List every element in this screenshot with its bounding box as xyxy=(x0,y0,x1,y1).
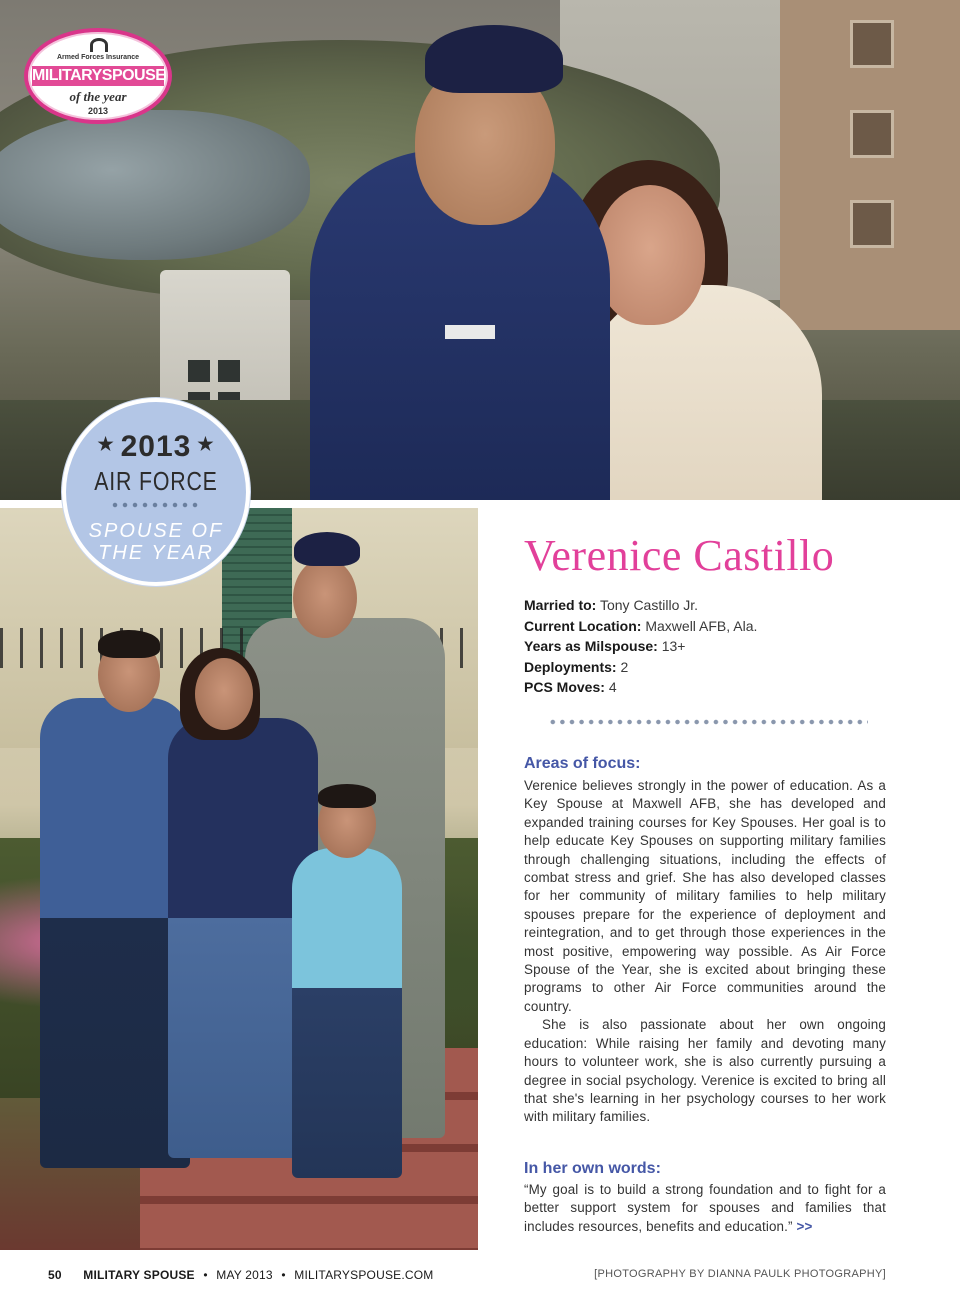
fact-row: Married to: Tony Castillo Jr. xyxy=(524,597,699,613)
fact-row: Deployments: 2 xyxy=(524,658,629,675)
jet-nose xyxy=(0,110,310,260)
focus-heading: Areas of focus: xyxy=(524,755,641,772)
badge-divider xyxy=(110,500,202,510)
logo-subtitle: of the year xyxy=(69,89,127,104)
quote-text: “My goal is to build a strong foundation and to fight for a better support system for spouses and families that includes resources, benefits and education.” xyxy=(524,1182,886,1234)
airman-nametag xyxy=(445,325,495,339)
family-photo xyxy=(0,508,478,1250)
star-icon: ★ xyxy=(97,434,115,454)
photo-credit: [PHOTOGRAPHY BY DIANNA PAULK PHOTOGRAPHY] xyxy=(594,1268,886,1280)
woman-face xyxy=(595,185,705,325)
hero-building xyxy=(780,0,960,330)
award-year: ★ 2013 ★ xyxy=(97,430,215,463)
eagle-icon xyxy=(90,38,108,52)
quote-body xyxy=(524,1181,886,1236)
logo-sponsor: Armed Forces Insurance xyxy=(56,54,140,61)
air-force-award-badge xyxy=(62,398,250,586)
father-face xyxy=(293,558,357,638)
profile-name: Verenice Castillo xyxy=(524,531,835,580)
star-icon: ★ xyxy=(197,434,215,454)
airman-beret xyxy=(425,25,563,93)
award-title: SPOUSE OF THE YEAR xyxy=(88,520,224,564)
younger-son-hair xyxy=(318,784,376,808)
footer-separator: • xyxy=(203,1268,208,1282)
award-branch: AIR FORCE xyxy=(94,466,218,496)
woman-figure xyxy=(582,285,822,500)
spouse-of-year-logo xyxy=(24,28,172,124)
older-son-hair xyxy=(98,630,160,658)
younger-son-figure xyxy=(292,848,402,1178)
issue-date: MAY 2013 xyxy=(216,1268,273,1282)
continue-arrow: >> xyxy=(796,1218,813,1234)
page-number: 50 xyxy=(48,1268,62,1282)
fact-row: PCS Moves: 4 xyxy=(524,679,617,695)
dotted-divider xyxy=(548,718,868,726)
footer-separator: • xyxy=(281,1268,286,1282)
profile-facts xyxy=(524,595,904,698)
website: MILITARYSPOUSE.COM xyxy=(294,1268,434,1282)
focus-paragraph-2: She is also passionate about her own ongoing education: While raising her family and devoting many hours to volunteer work, she is also currently pursuing a degree in social psychology. Verenice is excited to bring all that she's learning in her psychology courses to her work with military families. xyxy=(524,1017,886,1125)
fact-row: Years as Milspouse: 13+ xyxy=(524,638,686,654)
mother-face xyxy=(195,658,253,730)
fact-row: Current Location: Maxwell AFB, Ala. xyxy=(524,617,758,634)
logo-year: 2013 xyxy=(87,106,109,116)
quote-heading: In her own words: xyxy=(524,1160,661,1177)
focus-body xyxy=(524,777,886,1127)
page-footer xyxy=(48,1268,433,1282)
logo-title: MILITARYSPOUSE xyxy=(32,67,166,84)
focus-paragraph-1: Verenice believes strongly in the power of education. As a Key Spouse at Maxwell AFB, she has developed and expanded training courses for Key Spouses. Her goal is to help educate Key Spouses on supporting military families through challenging situations, including the effects of combat stress and grief. She has also developed classes for her community of military families to help military spouses prepare for the experience of deployment and reintegration, and to get through those experiences in the most positive, empowering way possible. As Air Force Spouse of the Year, she is excited about bringing these programs to other Air Force communities around the country. xyxy=(524,778,886,1014)
magazine-name: MILITARY SPOUSE xyxy=(83,1268,195,1282)
father-beret xyxy=(294,532,360,566)
